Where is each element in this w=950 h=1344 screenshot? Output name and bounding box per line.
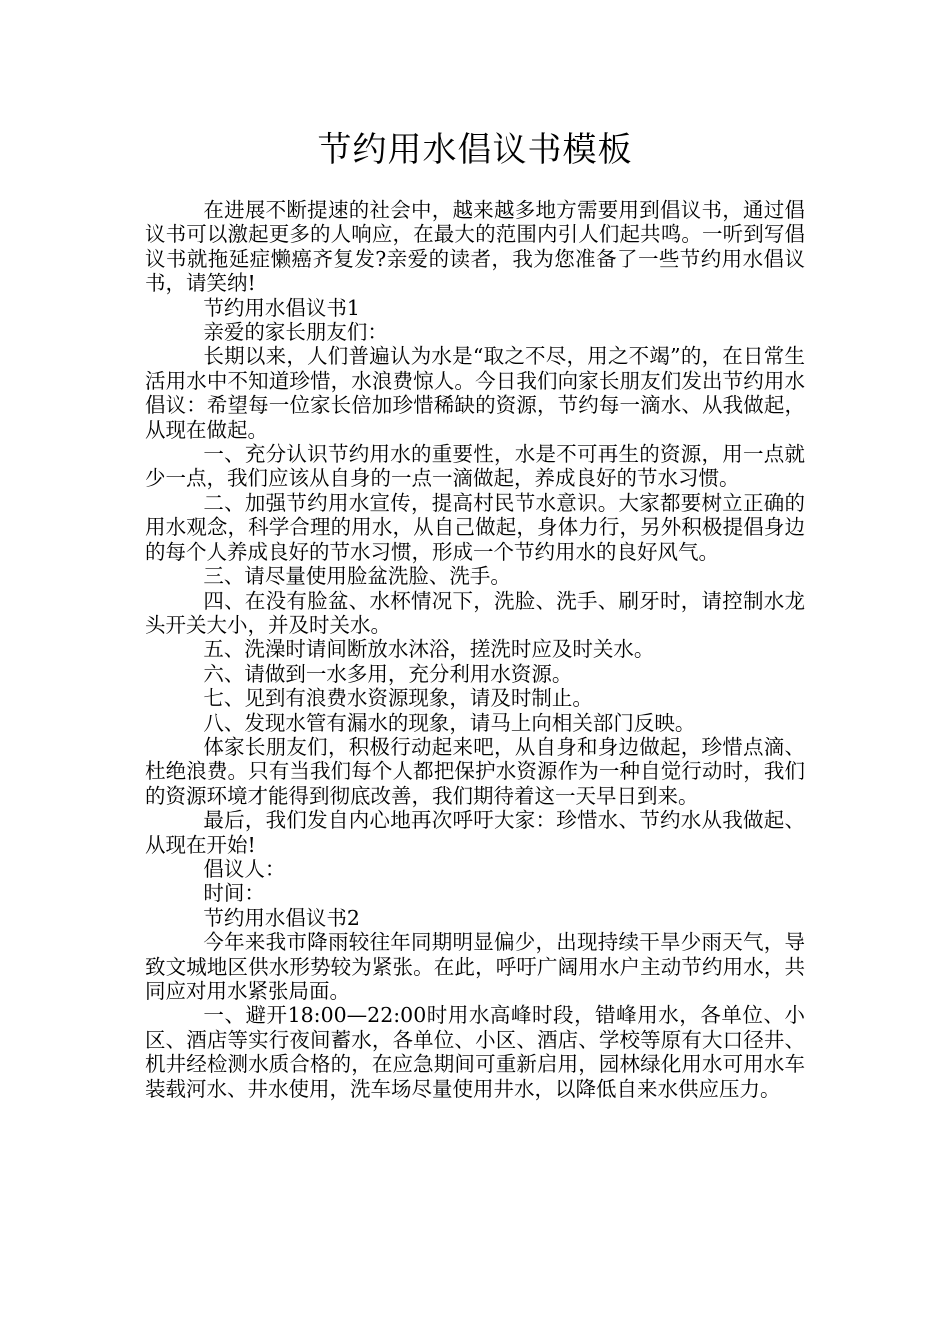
document-title: 节约用水倡议书模板 (317, 130, 633, 170)
date-line: 时间： (203, 881, 265, 906)
proposal-item-5: 五、洗澡时请间断放水沐浴，搓洗时应及时关水。 (203, 637, 655, 662)
proposal-item-1: 一、充分认识节约用水的重要性，水是不可再生的资源，用一点就少一点，我们应该从自身的一点一滴做起，养成良好的节水习惯。 (145, 442, 805, 491)
proposal-item-7: 七、见到有浪费水资源现象，请及时制止。 (203, 686, 593, 711)
proposal-item-8: 八、发现水管有漏水的现象，请马上向相关部门反映。 (203, 710, 696, 735)
salutation: 亲爱的家长朋友们： (203, 320, 388, 345)
body-paragraph: 今年来我市降雨较往年同期明显偏少，出现持续干旱少雨天气，导致文城地区供水形势较为紧张。在此，呼吁广阔用水户主动节约用水，共同应对用水紧张局面。 (145, 930, 805, 1003)
document-body (145, 198, 805, 1101)
body-paragraph: 体家长朋友们，积极行动起来吧，从自身和身边做起，珍惜点滴、杜绝浪费。只有当我们每个人都把保护水资源作为一种自觉行动时，我们的资源环境才能得到彻底改善，我们期待着这一天早日到来。 (145, 734, 805, 808)
proposal-item-2: 二、加强节约用水宣传，提高村民节水意识。大家都要树立正确的用水观念，科学合理的用水，从自己做起，身体力行，另外积极提倡身边的每个人养成良好的节水习惯，形成一个节约用水的良好风气。 (145, 490, 805, 564)
proposal-item-4: 四、在没有脸盆、水杯情况下，洗脸、洗手、刷牙时，请控制水龙头开关大小，并及时关水。 (145, 588, 805, 637)
proposal-item-3: 三、请尽量使用脸盆洗脸、洗手。 (203, 564, 511, 589)
closing-paragraph: 最后，我们发自内心地再次呼吁大家：珍惜水、节约水从我做起、从现在开始! (145, 808, 805, 857)
signature-line: 倡议人： (203, 856, 286, 881)
intro-paragraph: 在进展不断提速的社会中，越来越多地方需要用到倡议书，通过倡议书可以激起更多的人响应，在最大的范围内引人们起共鸣。一听到写倡议书就拖延症懒癌齐复发?亲爱的读者，我为您准备了一些节约用水倡议书，请笑纳! (145, 198, 805, 296)
proposal-item-1: 一、避开18:00—22:00时用水高峰时段，错峰用水，各单位、小区、酒店等实行夜间蓄水，各单位、小区、酒店、学校等原有大口径井、机井经检测水质合格的，在应急期间可重新启用，园林绿化用水可用水车装载河水、井水使用，洗车场尽量使用井水，以降低自来水供应压力。 (145, 1003, 805, 1101)
proposal-item-6: 六、请做到一水多用，充分利用水资源。 (203, 661, 573, 686)
section-heading-1: 节约用水倡议书1 (203, 295, 360, 320)
section-heading-2: 节约用水倡议书2 (203, 905, 360, 930)
body-paragraph: 长期以来，人们普遍认为水是“取之不尽，用之不竭”的，在日常生活用水中不知道珍惜，水浪费惊人。今日我们向家长朋友们发出节约用水倡议：希望每一位家长倍加珍惜稀缺的资源，节约每一滴水、从我做起，从现在做起。 (145, 344, 805, 442)
